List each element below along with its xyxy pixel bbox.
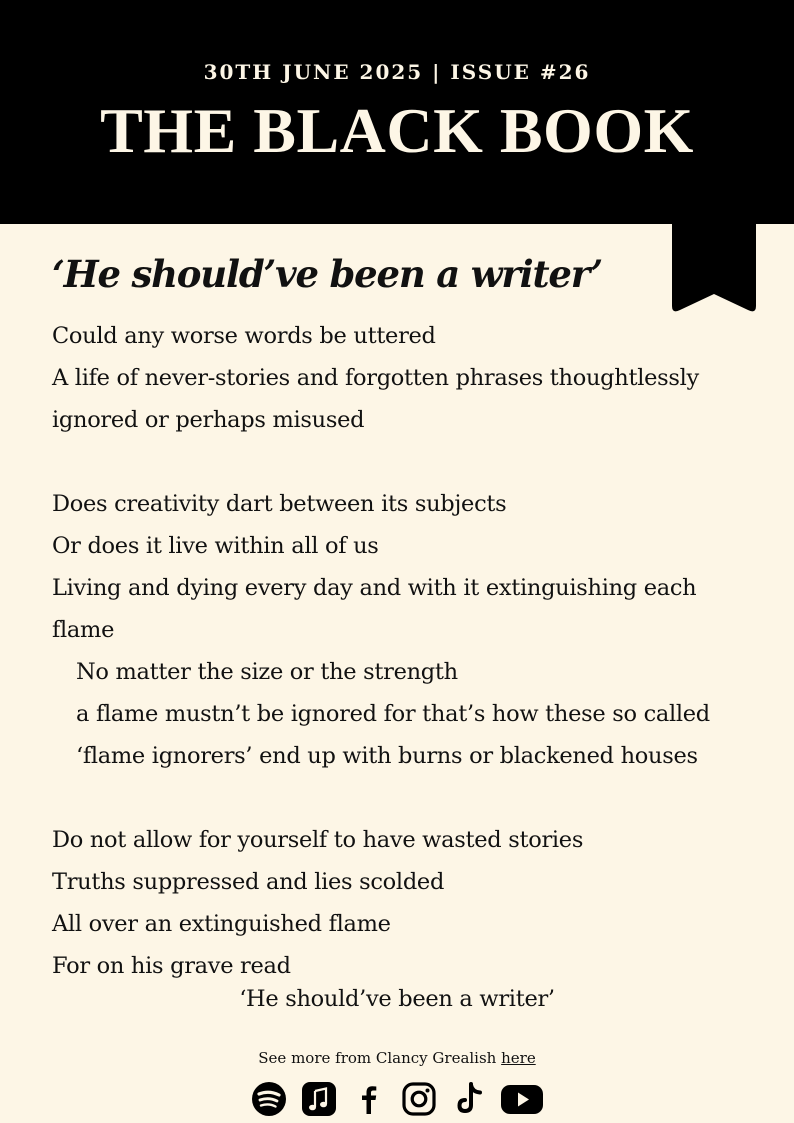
footer-link[interactable]: here — [501, 1049, 536, 1067]
poem-line: flame — [52, 617, 115, 643]
spotify-icon[interactable] — [250, 1080, 288, 1118]
poem-line: Could any worse words be uttered — [52, 323, 436, 349]
youtube-icon[interactable] — [500, 1080, 544, 1118]
poem-line-indented: ‘flame ignorers’ end up with burns or blackened houses — [76, 743, 698, 769]
poem-line-indented: a flame mustn’t be ignored for that’s how these so called — [76, 701, 710, 727]
poem-line: Truths suppressed and lies scolded — [52, 869, 445, 895]
footer-text — [0, 1049, 794, 1067]
poem-line: Or does it live within all of us — [52, 533, 379, 559]
facebook-icon[interactable] — [350, 1080, 388, 1118]
poem-line: For on his grave read — [52, 953, 291, 979]
issue-date-line: 30TH JUNE 2025 | ISSUE #26 — [203, 60, 591, 84]
tiktok-icon[interactable] — [450, 1080, 488, 1118]
footer-label: See more from Clancy Grealish — [258, 1049, 497, 1067]
bookmark-ribbon-icon — [672, 224, 756, 314]
poem-line: Do not allow for yourself to have wasted stories — [52, 827, 584, 853]
poem-body — [52, 315, 752, 987]
instagram-icon[interactable] — [400, 1080, 438, 1118]
poem-line-indented: No matter the size or the strength — [76, 659, 458, 685]
apple-music-icon[interactable] — [300, 1080, 338, 1118]
poem-line: A life of never-stories and forgotten phrases thoughtlessly — [52, 365, 699, 391]
poem-line: Living and dying every day and with it extinguishing each — [52, 575, 697, 601]
stanza-break — [52, 777, 752, 819]
poem-line: ignored or perhaps misused — [52, 407, 365, 433]
poem-line: Does creativity dart between its subjects — [52, 491, 507, 517]
stanza-break — [52, 441, 752, 483]
social-links — [0, 1080, 794, 1118]
poem-line: All over an extinguished flame — [52, 911, 391, 937]
poem-title: ‘He should’ve been a writer’ — [52, 252, 603, 296]
poem-sign-off: ‘He should’ve been a writer’ — [239, 986, 555, 1012]
publication-title: THE BLACK BOOK — [100, 95, 694, 166]
masthead — [0, 0, 794, 224]
